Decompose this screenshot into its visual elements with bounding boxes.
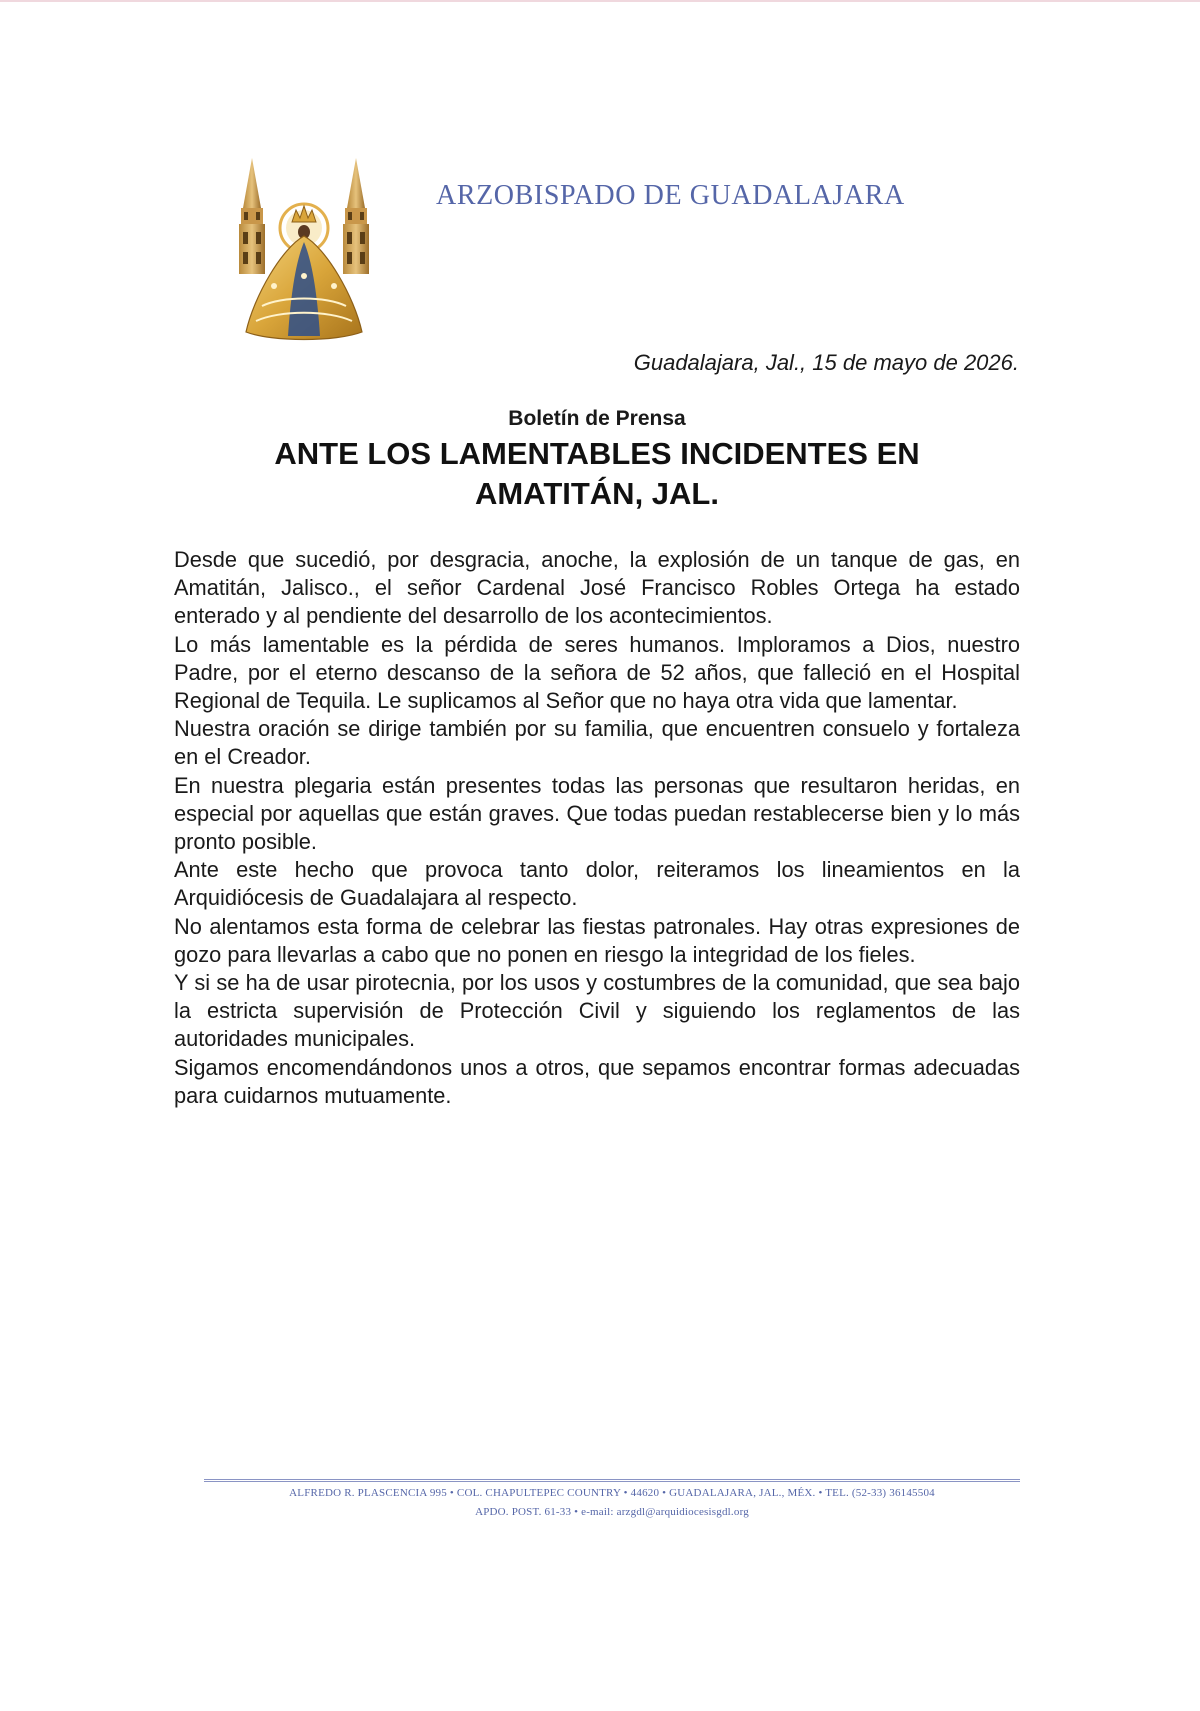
date-line: Guadalajara, Jal., 15 de mayo de 2026. — [633, 350, 1019, 375]
bulletin-heading — [175, 406, 1019, 514]
body-paragraph: No alentamos esta forma de celebrar las fiestas patronales. Hay otras expresiones de gozo para llevarlas a cabo que no ponen en riesgo la integridad de los fieles. — [174, 913, 1020, 967]
headline-line-1: ANTE LOS LAMENTABLES INCIDENTES EN — [274, 436, 920, 471]
body-paragraph: Lo más lamentable es la pérdida de seres humanos. Imploramos a Dios, nuestro Padre, por el eterno descanso de la señora de 52 años, que falleció en el Hospital Regional de Tequila. Le suplicamos al Señor que no haya otra vida que lamentar. — [174, 631, 1020, 714]
body-paragraph: Ante este hecho que provoca tanto dolor, reiteramos los lineamientos en la Arquidiócesis de Guadalajara al respecto. — [174, 857, 1020, 911]
footer-address: ALFREDO R. PLASCENCIA 995 • COL. CHAPULTEPEC COUNTRY • 44620 • GUADALAJARA, JAL., MÉX. • TEL. (52-33) 36145504 — [289, 1487, 935, 1499]
footer-divider — [204, 1479, 1020, 1482]
headline — [175, 434, 1019, 514]
body-paragraph: Desde que sucedió, por desgracia, anoche, la explosión de un tanque de gas, en Amatitán, Jalisco., el señor Cardenal José Francisco Robles Ortega ha estado enterado y al pendiente del desarrollo de los acontecimientos. — [174, 547, 1020, 629]
footer-contact: APDO. POST. 61-33 • e-mail: arzgdl@arquidiocesisgdl.org — [475, 1506, 749, 1518]
bulletin-body — [174, 546, 1020, 1110]
organization-name: ARZOBISPADO DE GUADALAJARA — [436, 180, 905, 211]
body-paragraph: Y si se ha de usar pirotecnia, por los usos y costumbres de la comunidad, que sea bajo la estricta supervisión de Protección Civil y siguiendo los reglamentos de las autoridades municipales. — [174, 970, 1020, 1052]
cathedral-virgin-logo-icon — [232, 156, 388, 344]
body-paragraph: Nuestra oración se dirige también por su familia, que encuentren consuelo y fortaleza en el Creador. — [174, 716, 1020, 770]
body-paragraph: Sigamos encomendándonos unos a otros, que sepamos encontrar formas adecuadas para cuidarnos mutuamente. — [174, 1054, 1020, 1108]
body-paragraph: En nuestra plegaria están presentes todas las personas que resultaron heridas, en especial por aquellas que están graves. Que todas puedan restablecerse bien y lo más pronto posible. — [174, 772, 1020, 855]
bulletin-label: Boletín de Prensa — [508, 407, 686, 430]
headline-line-2: AMATITÁN, JAL. — [475, 476, 719, 511]
